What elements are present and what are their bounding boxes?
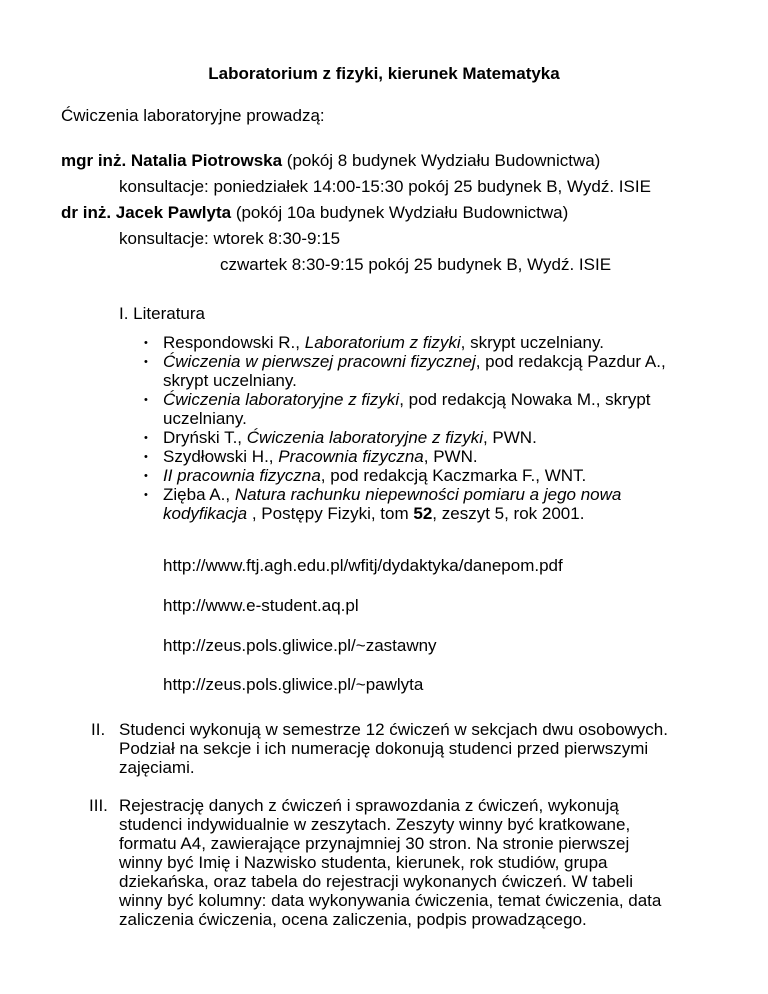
bullet-icon: • xyxy=(144,451,148,463)
section-2-line: Studenci wykonują w semestrze 12 ćwiczeń w sekcjach dwu osobowych. xyxy=(119,720,668,739)
literature-item-cont: skrypt uczelniany. xyxy=(163,371,297,390)
instructor-1 xyxy=(61,151,600,171)
bullet-icon: • xyxy=(144,432,148,444)
item-title: Laboratorium z fizyki xyxy=(304,333,461,352)
instructor-1-room: (pokój 8 budynek Wydziału Budownictwa) xyxy=(282,151,601,170)
item-title: II pracownia fizyczna xyxy=(163,466,321,485)
literature-heading: I. Literatura xyxy=(119,304,205,323)
section-3-line: winny być kolumny: data wykonywania ćwiczenia, temat ćwiczenia, data xyxy=(119,891,662,910)
section-2-line: zajęciami. xyxy=(119,758,195,777)
section-3-label: III. xyxy=(89,796,108,815)
literature-item xyxy=(163,390,651,410)
section-3-line: winny być Imię i Nazwisko studenta, kierunek, rok studiów, grupa xyxy=(119,853,608,872)
item-info: , pod redakcją Nowaka M., skrypt xyxy=(399,390,651,409)
literature-item xyxy=(163,428,537,448)
item-title: Pracownia fizyczna xyxy=(278,447,424,466)
item-author: Zięba A., xyxy=(163,485,235,504)
instructor-1-name: mgr inż. Natalia Piotrowska xyxy=(61,151,283,170)
item-info: , PWN. xyxy=(423,447,478,466)
link-e-student[interactable]: http://www.e-student.aq.pl xyxy=(163,596,359,615)
literature-item xyxy=(163,466,586,486)
intro-text: Ćwiczenia laboratoryjne prowadzą: xyxy=(61,106,325,125)
bullet-icon: • xyxy=(144,489,148,501)
item-info: , zeszyt 5, rok 2001. xyxy=(432,504,585,523)
item-title: Ćwiczenia w pierwszej pracowni fizycznej xyxy=(163,352,476,371)
bullet-icon: • xyxy=(144,470,148,482)
literature-item xyxy=(163,333,604,353)
instructor-2-consult xyxy=(119,229,340,249)
instructor-2-consult-2: czwartek 8:30-9:15 pokój 25 budynek B, Wydź. ISIE xyxy=(220,255,612,274)
literature-item-cont: uczelniany. xyxy=(163,409,247,428)
item-info: , PWN. xyxy=(482,428,537,447)
item-title: Ćwiczenia laboratoryjne z fizyki xyxy=(163,390,400,409)
instructor-2 xyxy=(61,203,568,223)
item-title: kodyfikacja xyxy=(163,504,248,523)
bullet-icon: • xyxy=(144,356,148,368)
instructor-2-name: dr inż. Jacek Pawlyta xyxy=(61,203,232,222)
item-volume: 52 xyxy=(413,504,433,523)
consult-label: konsultacje: xyxy=(119,177,209,196)
link-pawlyta[interactable]: http://zeus.pols.gliwice.pl/~pawlyta xyxy=(163,675,424,694)
literature-item xyxy=(163,447,478,467)
consult-label: konsultacje: xyxy=(119,229,209,248)
item-info: , pod redakcją Pazdur A., xyxy=(475,352,666,371)
link-zastawny[interactable]: http://zeus.pols.gliwice.pl/~zastawny xyxy=(163,636,437,655)
item-author: Dryński T., xyxy=(163,428,247,447)
item-title: Natura rachunku niepewności pomiaru a jego nowa xyxy=(234,485,622,504)
bullet-icon: • xyxy=(144,337,148,349)
section-3-line: dziekańska, oraz tabela do rejestracji wykonanych ćwiczeń. W tabeli xyxy=(119,872,634,891)
item-info: , skrypt uczelniany. xyxy=(460,333,604,352)
item-title: Ćwiczenia laboratoryjne z fizyki xyxy=(246,428,483,447)
section-3-line: zaliczenia ćwiczenia, ocena zaliczenia, podpis prowadzącego. xyxy=(119,910,587,929)
consult-time: poniedziałek 14:00-15:30 pokój 25 budynek B, Wydź. ISIE xyxy=(208,177,651,196)
section-3-line: formatu A4, zawierające przynajmniej 30 stron. Na stronie pierwszej xyxy=(119,834,630,853)
link-danepom[interactable]: http://www.ftj.agh.edu.pl/wfitj/dydaktyka/danepom.pdf xyxy=(163,556,563,575)
instructor-1-consult xyxy=(119,177,651,197)
consult-time: wtorek 8:30-9:15 xyxy=(208,229,341,248)
document-title: Laboratorium z fizyki, kierunek Matematyka xyxy=(208,64,560,83)
section-3-line: studenci indywidualnie w zeszytach. Zeszyty winny być kratkowane, xyxy=(119,815,631,834)
bullet-icon: • xyxy=(144,394,148,406)
literature-item xyxy=(163,485,621,505)
literature-item xyxy=(163,352,666,372)
item-author: Respondowski R., xyxy=(163,333,305,352)
section-2-line: Podział na sekcje i ich numerację dokonują studenci przed pierwszymi xyxy=(119,739,649,758)
section-3-line: Rejestrację danych z ćwiczeń i sprawozdania z ćwiczeń, wykonują xyxy=(119,796,619,815)
literature-item-cont xyxy=(163,504,584,524)
instructor-2-room: (pokój 10a budynek Wydziału Budownictwa) xyxy=(231,203,569,222)
section-2-label: II. xyxy=(91,720,106,739)
item-info: , pod redakcją Kaczmarka F., WNT. xyxy=(320,466,587,485)
item-info: , Postępy Fizyki, tom xyxy=(247,504,414,523)
item-author: Szydłowski H., xyxy=(163,447,279,466)
